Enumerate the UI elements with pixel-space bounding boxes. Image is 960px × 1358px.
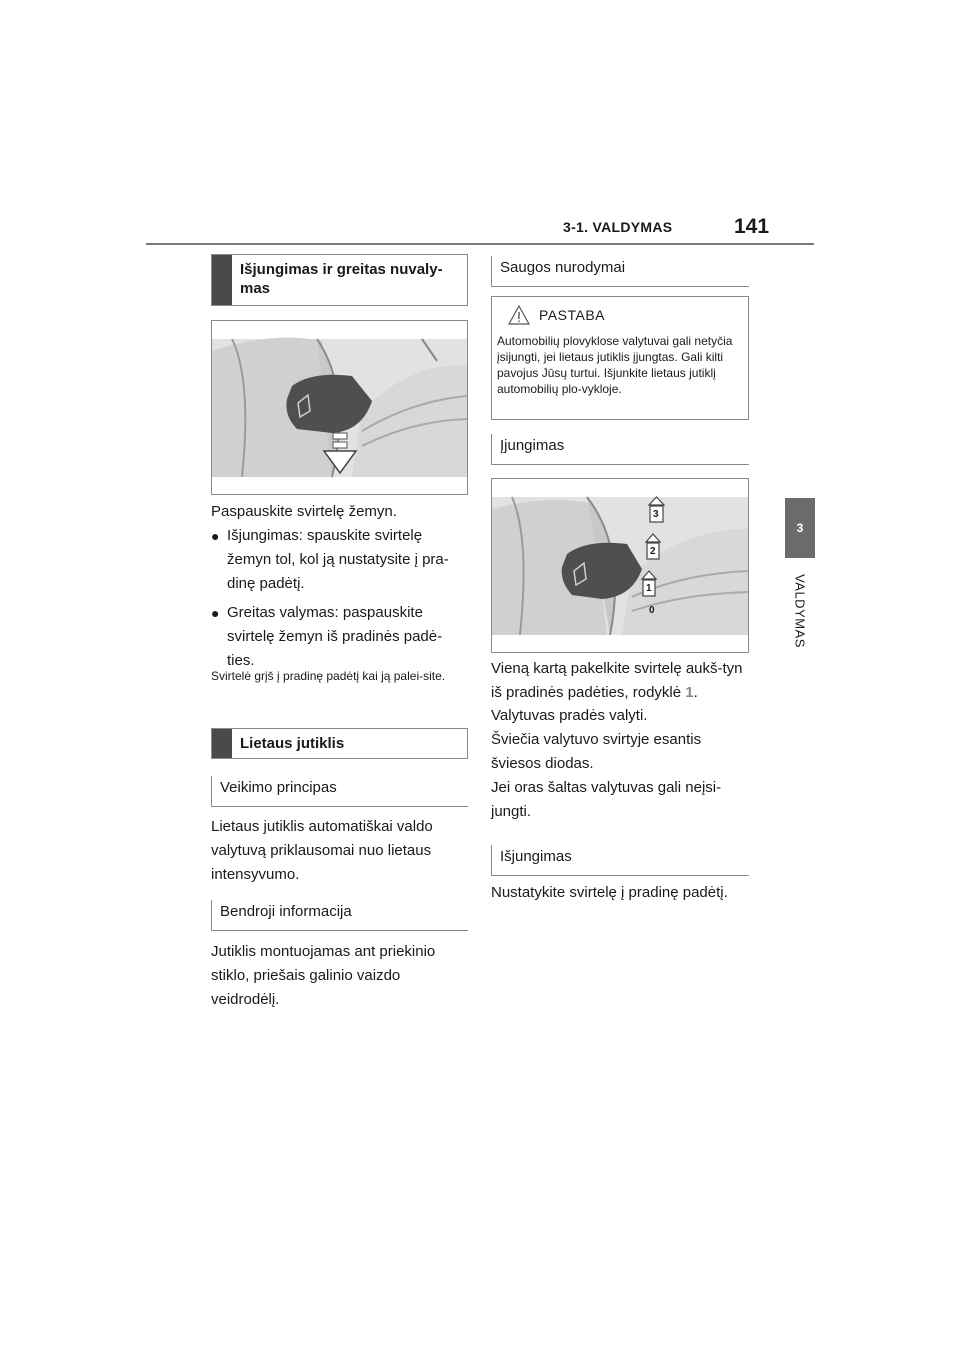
- bullet-item: [211, 524, 463, 596]
- heading-text: Lietaus jutiklis: [240, 735, 345, 752]
- cold-weather-text: Jei oras šaltas valytuvas gali neįsi-jungti.: [491, 779, 722, 820]
- position-label: 0: [649, 605, 655, 616]
- lever-down-illustration: [212, 321, 467, 494]
- chapter-label: [782, 566, 818, 656]
- off-text: Nustatykite svirtelę į pradinę padėtį.: [491, 884, 728, 901]
- lift-instruction: [491, 657, 751, 705]
- subheading-principle: Veikimo principas: [211, 776, 468, 807]
- heading-bar: [212, 729, 232, 758]
- general-text: Jutiklis montuojamas ant priekinio stiklo, priešais galinio vaizdo veidrodėlį.: [211, 943, 436, 1008]
- position-label: 1: [646, 583, 652, 594]
- heading-bar: [212, 255, 232, 305]
- heading-off-quick: [211, 254, 468, 306]
- warning-triangle-icon: [508, 305, 530, 325]
- lever-up-illustration: [492, 479, 748, 652]
- warning-box: [491, 296, 749, 420]
- principle-text: Lietaus jutiklis automatiškai valdo valytuvą priklausomai nuo lietaus intensyvumo.: [211, 818, 433, 883]
- led-text: Šviečia valytuvo svirtyje esantis šviesos diodas.: [491, 731, 702, 772]
- section-title: 3-1. VALDYMAS: [563, 219, 673, 235]
- subheading-on: Įjungimas: [491, 434, 749, 465]
- bullet-text: Išjungimas: spauskite svirtelę žemyn tol, kol ją nustatysite į pra-dinę padėtį.: [227, 527, 449, 592]
- position-label: 2: [650, 546, 656, 557]
- bullet-text: Greitas valymas: paspauskite svirtelę žemyn iš pradinės padė-ties.: [227, 604, 443, 669]
- subheading-off: Išjungimas: [491, 845, 749, 876]
- position-label: 3: [653, 509, 659, 520]
- figure-lever-down: [211, 320, 468, 495]
- arrow-marker: 1: [685, 684, 694, 701]
- warning-title: PASTABA: [539, 307, 606, 323]
- page-number: 141: [734, 215, 770, 238]
- bullet-dot-icon: ●: [211, 605, 220, 621]
- warning-text: Automobilių plovyklose valytuvai gali netyčia įsijungti, jei lietaus jutiklis įjungtas. Gali kilti pavojus Jūsų turtui. Išjunkite lietaus jutiklį automobilių plo-vykloje.: [497, 334, 733, 396]
- heading-text: Išjungimas ir greitas nuvaly- mas: [240, 261, 443, 297]
- chapter-tab: 3: [785, 498, 815, 558]
- lift-text-b: .: [693, 684, 698, 701]
- header-rule: [146, 243, 814, 245]
- lever-note: Svirtelė grįš į pradinę padėtį kai ją palei-site.: [211, 669, 446, 683]
- bullet-dot-icon: ●: [211, 528, 220, 544]
- press-instruction: Paspauskite svirtelę žemyn.: [211, 503, 397, 520]
- subheading-safety: Saugos nurodymai: [491, 256, 749, 287]
- lift-text-a: Vieną kartą pakelkite svirtelę aukš-tyn iš pradinės padėties, rodyklė: [491, 660, 743, 701]
- chapter-label-text: VALDYMAS: [792, 574, 808, 648]
- bullet-item: [211, 601, 463, 673]
- heading-rain-sensor: [211, 728, 468, 759]
- wiper-start-text: Valytuvas pradės valyti.: [491, 707, 648, 724]
- subheading-general: Bendroji informacija: [211, 900, 468, 931]
- figure-lever-up: [491, 478, 749, 653]
